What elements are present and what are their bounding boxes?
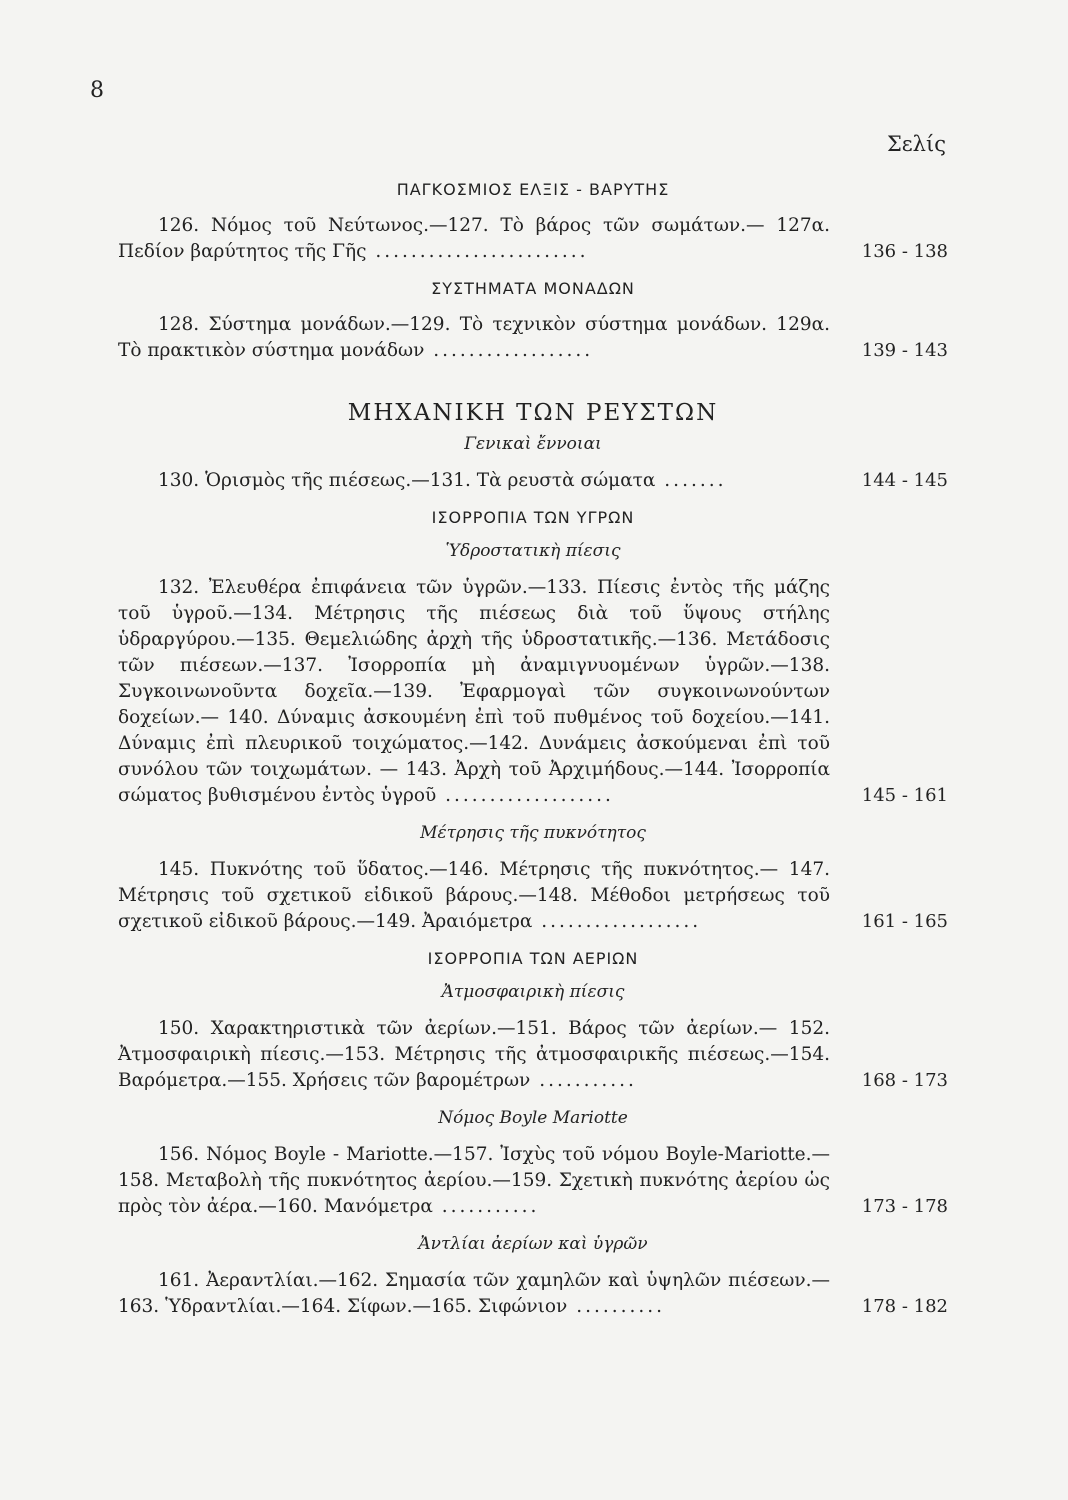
chapter-subtitle: Γενικαὶ ἔννοιαι [464,434,602,454]
toc-entry [118,1268,948,1320]
dot-leader: ....... [655,470,727,491]
entry-pages: 173 - 178 [861,1196,948,1217]
entry-pages: 136 - 138 [861,241,948,262]
toc-entry [118,857,948,935]
chapter-title: ΜΗΧΑΝΙΚΗ ΤΩΝ ΡΕΥΣΤΩΝ [347,400,719,426]
entry-pages: 161 - 165 [861,911,948,932]
entry-text: 130. Ὁρισμὸς τῆς πιέσεως.—131. Τὰ ρευστὰ σώματα [158,470,656,491]
subsection-heading: Νόμος Boyle Mariotte [438,1108,628,1128]
entry-text: 156. Νόμος Boyle - Mariotte.—157. Ἰσχὺς τοῦ νόμου Boyle-Mariotte.—158. Μεταβολὴ τῆς πυκνότητος ἀερίου.—159. Σχετικὴ πυκνότης ἀερίου ὡς πρὸς τὸν ἀέρα.—160. Μανόμετρα [118,1144,830,1217]
dot-leader: .................. [532,911,702,932]
toc-entry [118,575,948,809]
entry-text: 150. Χαρακτηριστικὰ τῶν ἀερίων.—151. Βάρος τῶν ἀερίων.— 152. Ἀτμοσφαιρικὴ πίεσις.—153. Μέτρησις τῆς ἀτμοσφαιρικῆς πιέσεως.—154. Βαρόμετρα.—155. Χρήσεις τῶν βαρομέτρων [118,1018,830,1091]
pages-column-header: Σελίς [886,132,946,156]
section-heading: ΣΥΣΤΗΜΑΤΑ ΜΟΝΑΔΩΝ [431,279,635,298]
section-heading: ΙΣΟΡΡΟΠΙΑ ΤΩΝ ΑΕΡΙΩΝ [427,949,639,968]
section-heading: ΠΑΓΚΟΣΜΙΟΣ ΕΛΞΙΣ - ΒΑΡΥΤΗΣ [396,180,670,199]
dot-leader: ........................ [366,241,589,262]
section-heading: ΙΣΟΡΡΟΠΙΑ ΤΩΝ ΥΓΡΩΝ [431,508,635,527]
subsection-heading: Ἀτμοσφαιρικὴ πίεσις [441,982,625,1002]
subsection-heading: Μέτρησις τῆς πυκνότητος [420,823,646,843]
dot-leader: .......... [567,1296,665,1317]
dot-leader: ........... [432,1196,540,1217]
subsection-heading: Ἀντλίαι ἀερίων καὶ ὑγρῶν [418,1234,648,1254]
dot-leader: .................. [424,340,594,361]
entry-text: 161. Ἀεραντλίαι.—162. Σημασία τῶν χαμηλῶν καὶ ὑψηλῶν πιέσεων.—163. Ὑδραντλίαι.—164. Σίφων.—165. Σιφώνιον [118,1270,830,1317]
toc-entry [118,1016,948,1094]
entry-text: 145. Πυκνότης τοῦ ὕδατος.—146. Μέτρησις τῆς πυκνότητος.— 147. Μέτρησις τοῦ σχετικοῦ εἰδικοῦ βάρους.—148. Μέθοδοι μετρήσεως τοῦ σχετικοῦ εἰδικοῦ βάρους.—149. Ἀραιόμετρα [118,859,830,932]
entry-text: 128. Σύστημα μονάδων.—129. Τὸ τεχνικὸν σύστημα μονάδων. 129α. Τὸ πρακτικὸν σύστημα μονάδων [118,314,830,361]
page-number: 8 [90,78,104,103]
entry-pages: 168 - 173 [861,1070,948,1091]
dot-leader: ........... [530,1070,637,1091]
subsection-heading: Ὑδροστατικὴ πίεσις [445,541,621,561]
toc-entry [118,468,948,494]
entry-pages: 178 - 182 [861,1296,948,1317]
entry-text: 126. Νόμος τοῦ Νεύτωνος.—127. Τὸ βάρος τῶν σωμάτων.— 127α. Πεδίον βαρύτητος τῆς Γῆς [118,215,830,262]
toc-entry [118,213,948,265]
entry-text: 132. Ἐλευθέρα ἐπιφάνεια τῶν ὑγρῶν.—133. Πίεσις ἐντὸς τῆς μάζης τοῦ ὑγροῦ.—134. Μέτρησις τῆς πιέσεως διὰ τοῦ ὕψους στήλης ὑδραργύρου.—135. Θεμελιώδης ἀρχὴ τῆς ὑδροστατικῆς.—136. Μετάδοσις τῶν πιέσεων.—137. Ἰσορροπία μὴ ἀναμιγνυομένων ὑγρῶν.—138. Συγκοινωνοῦντα δοχεῖα.—139. Ἐφαρμογαὶ τῶν συγκοινωνούντων δοχείων.— 140. Δύναμις ἀσκουμένη ἐπὶ τοῦ πυθμένος τοῦ δοχείου.—141. Δύναμις ἐπὶ πλευρικοῦ τοιχώματος.—142. Δυνάμεις ἀσκούμεναι ἐπὶ τοῦ συνόλου τῶν τοιχωμάτων. — 143. Ἀρχὴ τοῦ Ἀρχιμήδους.—144. Ἰσορροπία σώματος βυθισμένου ἐντὸς ὑγροῦ [118,577,830,806]
entry-pages: 145 - 161 [861,785,948,806]
toc-entry [118,312,948,364]
entry-pages: 139 - 143 [861,340,948,361]
toc-entry [118,1142,948,1220]
table-of-contents [118,172,948,1334]
dot-leader: ................... [436,785,614,806]
entry-pages: 144 - 145 [861,470,948,491]
